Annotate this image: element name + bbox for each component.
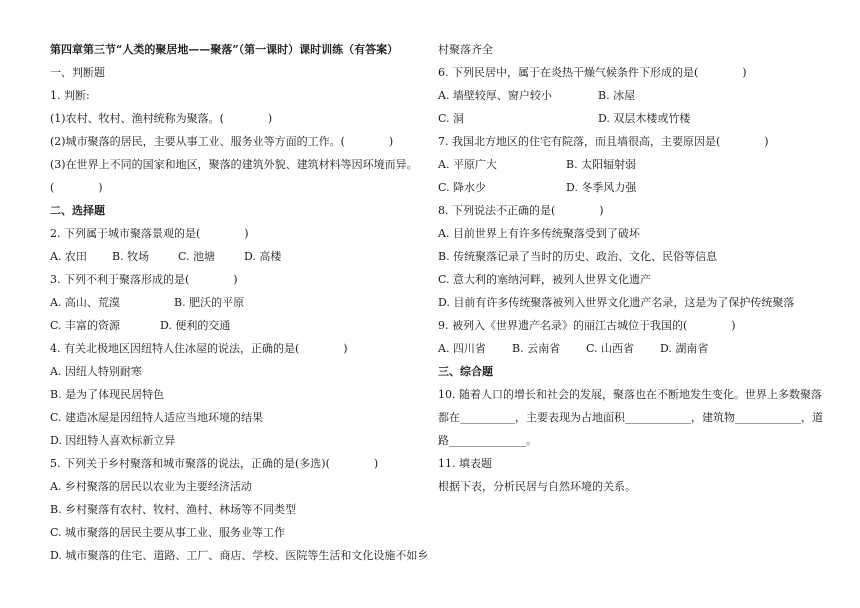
answer-option: D. 湖南省 xyxy=(660,342,709,355)
text-line: 一、判断题 xyxy=(50,66,105,79)
answer-option: C. 降水少 xyxy=(438,181,487,194)
text-line: B. 乡村聚落有农村、牧村、渔村、林场等不同类型 xyxy=(50,503,297,516)
document-title: 第四章第三节“人类的聚居地——聚落”（第一课时）课时训练（有答案） xyxy=(50,43,399,56)
text-line: D. 因纽特人喜欢标新立异 xyxy=(50,434,176,447)
text-line: 6. 下列民居中，属于在炎热干燥气候条件下形成的是( ) xyxy=(438,66,747,79)
section-heading: 二、选择题 xyxy=(50,204,105,217)
answer-option: A. 平原广大 xyxy=(438,158,497,171)
answer-option: D. 冬季风力强 xyxy=(566,181,637,194)
answer-option: B. 太阳辐射弱 xyxy=(566,158,637,171)
text-line: 5. 下列关于乡村聚落和城市聚落的说法，正确的是(多选)( ) xyxy=(50,457,379,470)
answer-option: D. 双层木楼或竹楼 xyxy=(598,112,691,125)
text-line: 根据下表，分析民居与自然环境的关系。 xyxy=(438,480,636,493)
answer-option: B. 冰屋 xyxy=(598,89,636,102)
option-row xyxy=(438,153,818,176)
text-line: C. 城市聚落的居民主要从事工业、服务业等工作 xyxy=(50,526,286,539)
answer-option: D. 高楼 xyxy=(244,250,282,263)
answer-option: A. 四川省 xyxy=(438,342,486,355)
option-row xyxy=(438,176,818,199)
text-line: 11. 填表题 xyxy=(438,457,492,470)
text-line: (2)城市聚落的居民，主要从事工业、服务业等方面的工作。( ) xyxy=(50,135,394,148)
text-line: 9. 被列入《世界遗产名录》的丽江古城位于我国的( ) xyxy=(438,319,736,332)
text-line: 2. 下列属于城市聚落景观的是( ) xyxy=(50,227,249,240)
answer-option: C. 洞 xyxy=(438,112,465,125)
left-column xyxy=(50,38,429,567)
text-line: 4. 有关北极地区因纽特人住冰屋的说法，正确的是( ) xyxy=(50,342,348,355)
answer-option: C. 池塘 xyxy=(178,250,216,263)
answer-option: A. 墙壁较厚、窗户较小 xyxy=(438,89,552,102)
section-heading: 三、综合题 xyxy=(438,365,493,378)
option-row xyxy=(50,291,425,314)
option-row xyxy=(438,84,818,107)
text-line: A. 目前世界上有许多传统聚落受到了破坏 xyxy=(438,227,640,240)
text-line: D. 目前有许多传统聚落被列入世界文化遗产名录，这是为了保护传统聚落 xyxy=(438,296,795,309)
answer-option: B. 牧场 xyxy=(112,250,150,263)
text-line: 10. 随着人口的增长和社会的发展，聚落也在不断地发生变化。世界上多数聚落 xyxy=(438,388,822,401)
right-column xyxy=(438,38,823,498)
option-row xyxy=(50,314,425,337)
text-line: (3)在世界上不同的国家和地区，聚落的建筑外貌、建筑材料等因环境而异。 xyxy=(50,158,418,171)
text-line: A. 乡村聚落的居民以农业为主要经济活动 xyxy=(50,480,252,493)
text-line: C. 意大利的塞纳河畔，被列人世界文化遗产 xyxy=(438,273,652,286)
text-line: 1. 判断: xyxy=(50,89,90,102)
text-line: (1)农村、牧村、渔村统称为聚落。( ) xyxy=(50,112,273,125)
text-line: 3. 下列不利于聚落形成的是( ) xyxy=(50,273,238,286)
text-line: 路______________。 xyxy=(438,434,537,447)
answer-option: A. 高山、荒漠 xyxy=(50,296,120,309)
text-line: C. 建造冰屋是因纽特人适应当地环境的结果 xyxy=(50,411,264,424)
answer-option: B. 云南省 xyxy=(512,342,561,355)
text-line: 都在__________，主要表现为占地面积____________，建筑物____________，道 xyxy=(438,411,823,424)
answer-option: D. 便利的交通 xyxy=(160,319,231,332)
answer-option: B. 肥沃的平原 xyxy=(174,296,245,309)
option-row xyxy=(50,245,425,268)
text-line: 7. 我国北方地区的住宅有院落，而且墙很高，主要原因是( ) xyxy=(438,135,769,148)
text-line: B. 是为了体现民居特色 xyxy=(50,388,165,401)
answer-option: C. 山西省 xyxy=(586,342,635,355)
text-line: 8. 下列说法不正确的是( ) xyxy=(438,204,604,217)
option-row xyxy=(438,107,818,130)
text-line: A. 因纽人特别耐寒 xyxy=(50,365,142,378)
text-line: B. 传统聚落记录了当时的历史、政治、文化、民俗等信息 xyxy=(438,250,718,263)
text-line: ( ) xyxy=(50,181,103,194)
option-row xyxy=(438,337,818,360)
answer-option: A. 农田 xyxy=(50,250,87,263)
text-line: 村聚落齐全 xyxy=(438,43,493,56)
answer-option: C. 丰富的资源 xyxy=(50,319,121,332)
text-line: D. 城市聚落的住宅、道路、工厂、商店、学校、医院等生活和文化设施不如乡 xyxy=(50,549,429,562)
